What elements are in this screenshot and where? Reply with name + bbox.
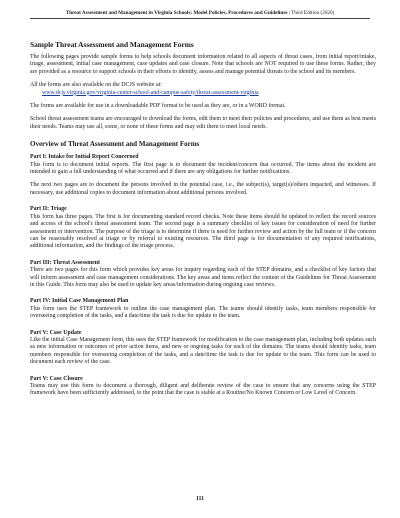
running-header: Threat Assessment and Management in Virginia Schools: Model Policies, Procedures and Guidelines | Third Edition (2020) [30,10,370,19]
section-heading-case-management-plan: Part IV: Initial Case Management Plan [30,298,129,305]
overview-title: Overview of Threat Assessment and Management Forms [30,140,200,149]
dcjs-note: All the forms are also available on the DCJS website at: [30,82,162,89]
section-paragraph: This form has three pages. The first is for documenting standard record checks. Note these items should be updated to reflect the record sources and access of the school's threat assessment team. The second page is a summary checklist of key issues for consideration of need for further assessment or intervention. The purpose of the triage is to determine if there is need for further review and action by the full team or if the concern can be reasonably resolved at triage or by referral to existing resources. The third page is for documentation of any required notifications, additional information, and the findings of the triage process. [30,213,376,250]
section-paragraph: This form uses the STEP framework to outline the case management plan. The teams should identify tasks, team members responsible for overseeing completion of the tasks, and a date/time the task is due for update to the team. [30,305,376,320]
header-title: Threat Assessment and Management in Virginia Schools: Model Policies, Procedures and Guidelines [65,10,288,16]
dcjs-link[interactable]: www.dcjs.virginia.gov/virginia-center-school-and-campus-safety/threat-assessment-virginia [42,89,259,96]
section-paragraph: Like the initial Case Management form, this uses the STEP framework for modification to the case management plan, including both updates such as new information or outcomes of prior action items, and new or ongoing tasks for each of the domains. The teams should identify tasks, team members responsible for overseeing completion of the tasks, and a date/time the task is due for update to the team. This form can be used to document each review of the case. [30,336,376,366]
page-number: 111 [195,496,205,502]
intro-paragraph: The following pages provide sample forms to help schools document information related to all aspects of threat cases, from initial report/intake, triage, assessment, initial case management, case updates and case closure. Note that schools are NOT required to use these forms. Rather, they are provided as a resource to support schools in their efforts to identify, assess and manage potential threats to the school and its members. [30,54,376,75]
section-paragraph: The next two pages are to document the persons involved in the potential case, i.e., the subject(s), target(s)/others impacted, and witnesses. If necessary, use additional copies to document information about additional persons involved. [30,182,376,196]
page-title: Sample Threat Assessment and Management Forms [30,40,194,49]
format-note: The forms are available for use in a downloadable PDF format to be used as they are, or in a WORD format. [30,103,286,110]
section-heading-case-update: Part V: Case Update [30,329,82,336]
page-content [30,40,376,404]
header-edition: Third Edition (2020) [291,10,335,16]
section-heading-triage: Part II: Triage [30,206,67,213]
section-heading-intake: Part I: Intake for Initial Report Concerned [30,154,139,161]
section-heading-case-closure: Part V: Case Closure [30,375,83,382]
encourage-note: School threat assessment teams are encouraged to download the forms, edit them to meet their policies and procedures, and use them as best meets their needs. Teams may use all, some, or none of these forms and may edit them to meet local needs. [30,116,376,130]
section-paragraph: There are two pages for this form which provides key areas for inquiry regarding each of the STEP domains, and a checklist of key factors that will inform assessment and case management considerations. The key areas and items reflect the content of the Guidelines for Threat Assessment in this Guide. This form may also be used to update key areas/information during ongoing case reviews. [30,267,376,288]
section-paragraph: Teams may use this form to document a thorough, diligent and deliberate review of the case to ensure that any concerns using the STEP framework have been sufficiently addressed, to the point that the case is stable at a Routine/No Known Concern or Low Level of Concern. [30,383,376,397]
section-paragraph: This form is to document initial reports. The first page is to document the incident/concern that occurred. The items about the incident are intended to gain a full understanding of what occurred and if there are any obligations for further notifications. [30,161,376,176]
section-heading-threat-assessment: Part III: Threat Assessment [30,259,100,266]
